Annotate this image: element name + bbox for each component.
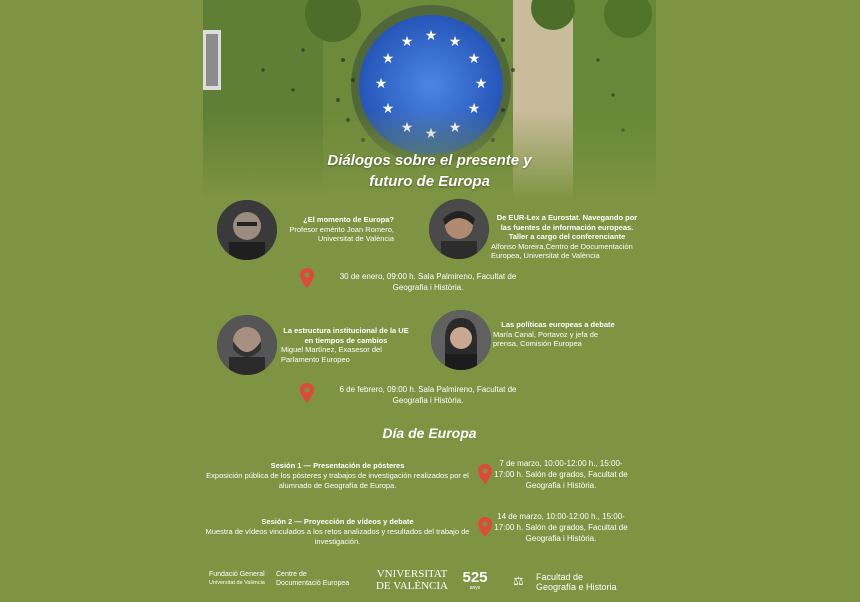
talk-2 [491,213,643,261]
facultad-logo: Facultad de Geografía e Historia [536,572,617,592]
talk-title: De EUR-Lex a Eurostat. Navegando por las fuentes de información europeas. Taller a cargo del conferenciante [496,213,638,241]
speaker-photo [217,315,277,375]
session-description: Exposición pública de los pósteres y trabajos de investigación realizados por el alumnado de Geografía de Europa. [206,471,469,490]
dia-europa-heading: Día de Europa [382,425,477,441]
location-text: 30 de enero, 09:00 h. Sala Palmireno, Facultat de Geografia i Història. [339,272,517,292]
centre-documentacio-logo: Centre de Documentació Europea [276,571,350,587]
session-title: Sesión 1 — Presentación de pósteres [270,461,405,470]
session-title: Sesión 2 — Proyección de vídeos y debate [261,517,414,526]
location-pin-icon [478,464,492,484]
talk-4 [493,320,623,349]
anniversary-logo: 525 anys [462,569,488,591]
session-location: 7 de marzo, 10:00-12:00 h., 15:00-17:00 h. Salón de grados, Facultat de Geografia i Història. [494,459,628,490]
session-2 [205,517,470,547]
poster-title-line1: Diálogos sobre el presente y [327,152,532,169]
talk-title: Las políticas europeas a debate [501,320,615,329]
talk-speaker: Alfonso Moreira,Centro de Documentación Europea, Universitat de València [491,241,633,260]
location-text: 6 de febrero, 09:00 h. Sala Palmireno, Facultat de Geografia i Història. [339,385,517,405]
event-poster [203,0,656,602]
session-location: 14 de marzo, 10:00-12:00 h., 15:00-17:00 h. Salón de grados, Facultat de Geografia i Història. [494,512,628,543]
talk-affiliation: Universitat de València [317,234,394,243]
talk-speaker: María Canal, Portavoz y jefa de prensa, Comisión Europea [493,329,599,348]
talk-title: La estructura institucional de la UE en tiempos de cambios [283,326,409,345]
universitat-valencia-logo: VNIVERSITAT DE VALÈNCIA [375,568,448,592]
location-pin-icon [300,268,314,288]
talk-speaker: Miguel Martínez, Exasesor del Parlamento Europeo [281,345,382,364]
talk-speaker: Profesor emérito Joan Romero, [289,224,394,234]
faculty-emblem-icon: ⚖ [513,574,524,588]
poster-title-line2: futuro de Europa [369,173,490,190]
talk-3 [281,326,411,364]
speaker-photo [429,199,489,259]
speaker-photo [431,310,491,370]
session-description: Muestra de vídeos vinculados a los retos analizados y resultados del trabajo de investigación. [205,527,470,546]
location-pin-icon [478,517,492,537]
location-pin-icon [300,383,314,403]
talk-1 [279,215,394,244]
fundacio-general-logo: Fundació General Universitat de València [209,571,265,586]
talk-title: ¿El momento de Europa? [303,215,394,224]
speaker-photo [217,200,277,260]
session-1 [205,461,470,491]
